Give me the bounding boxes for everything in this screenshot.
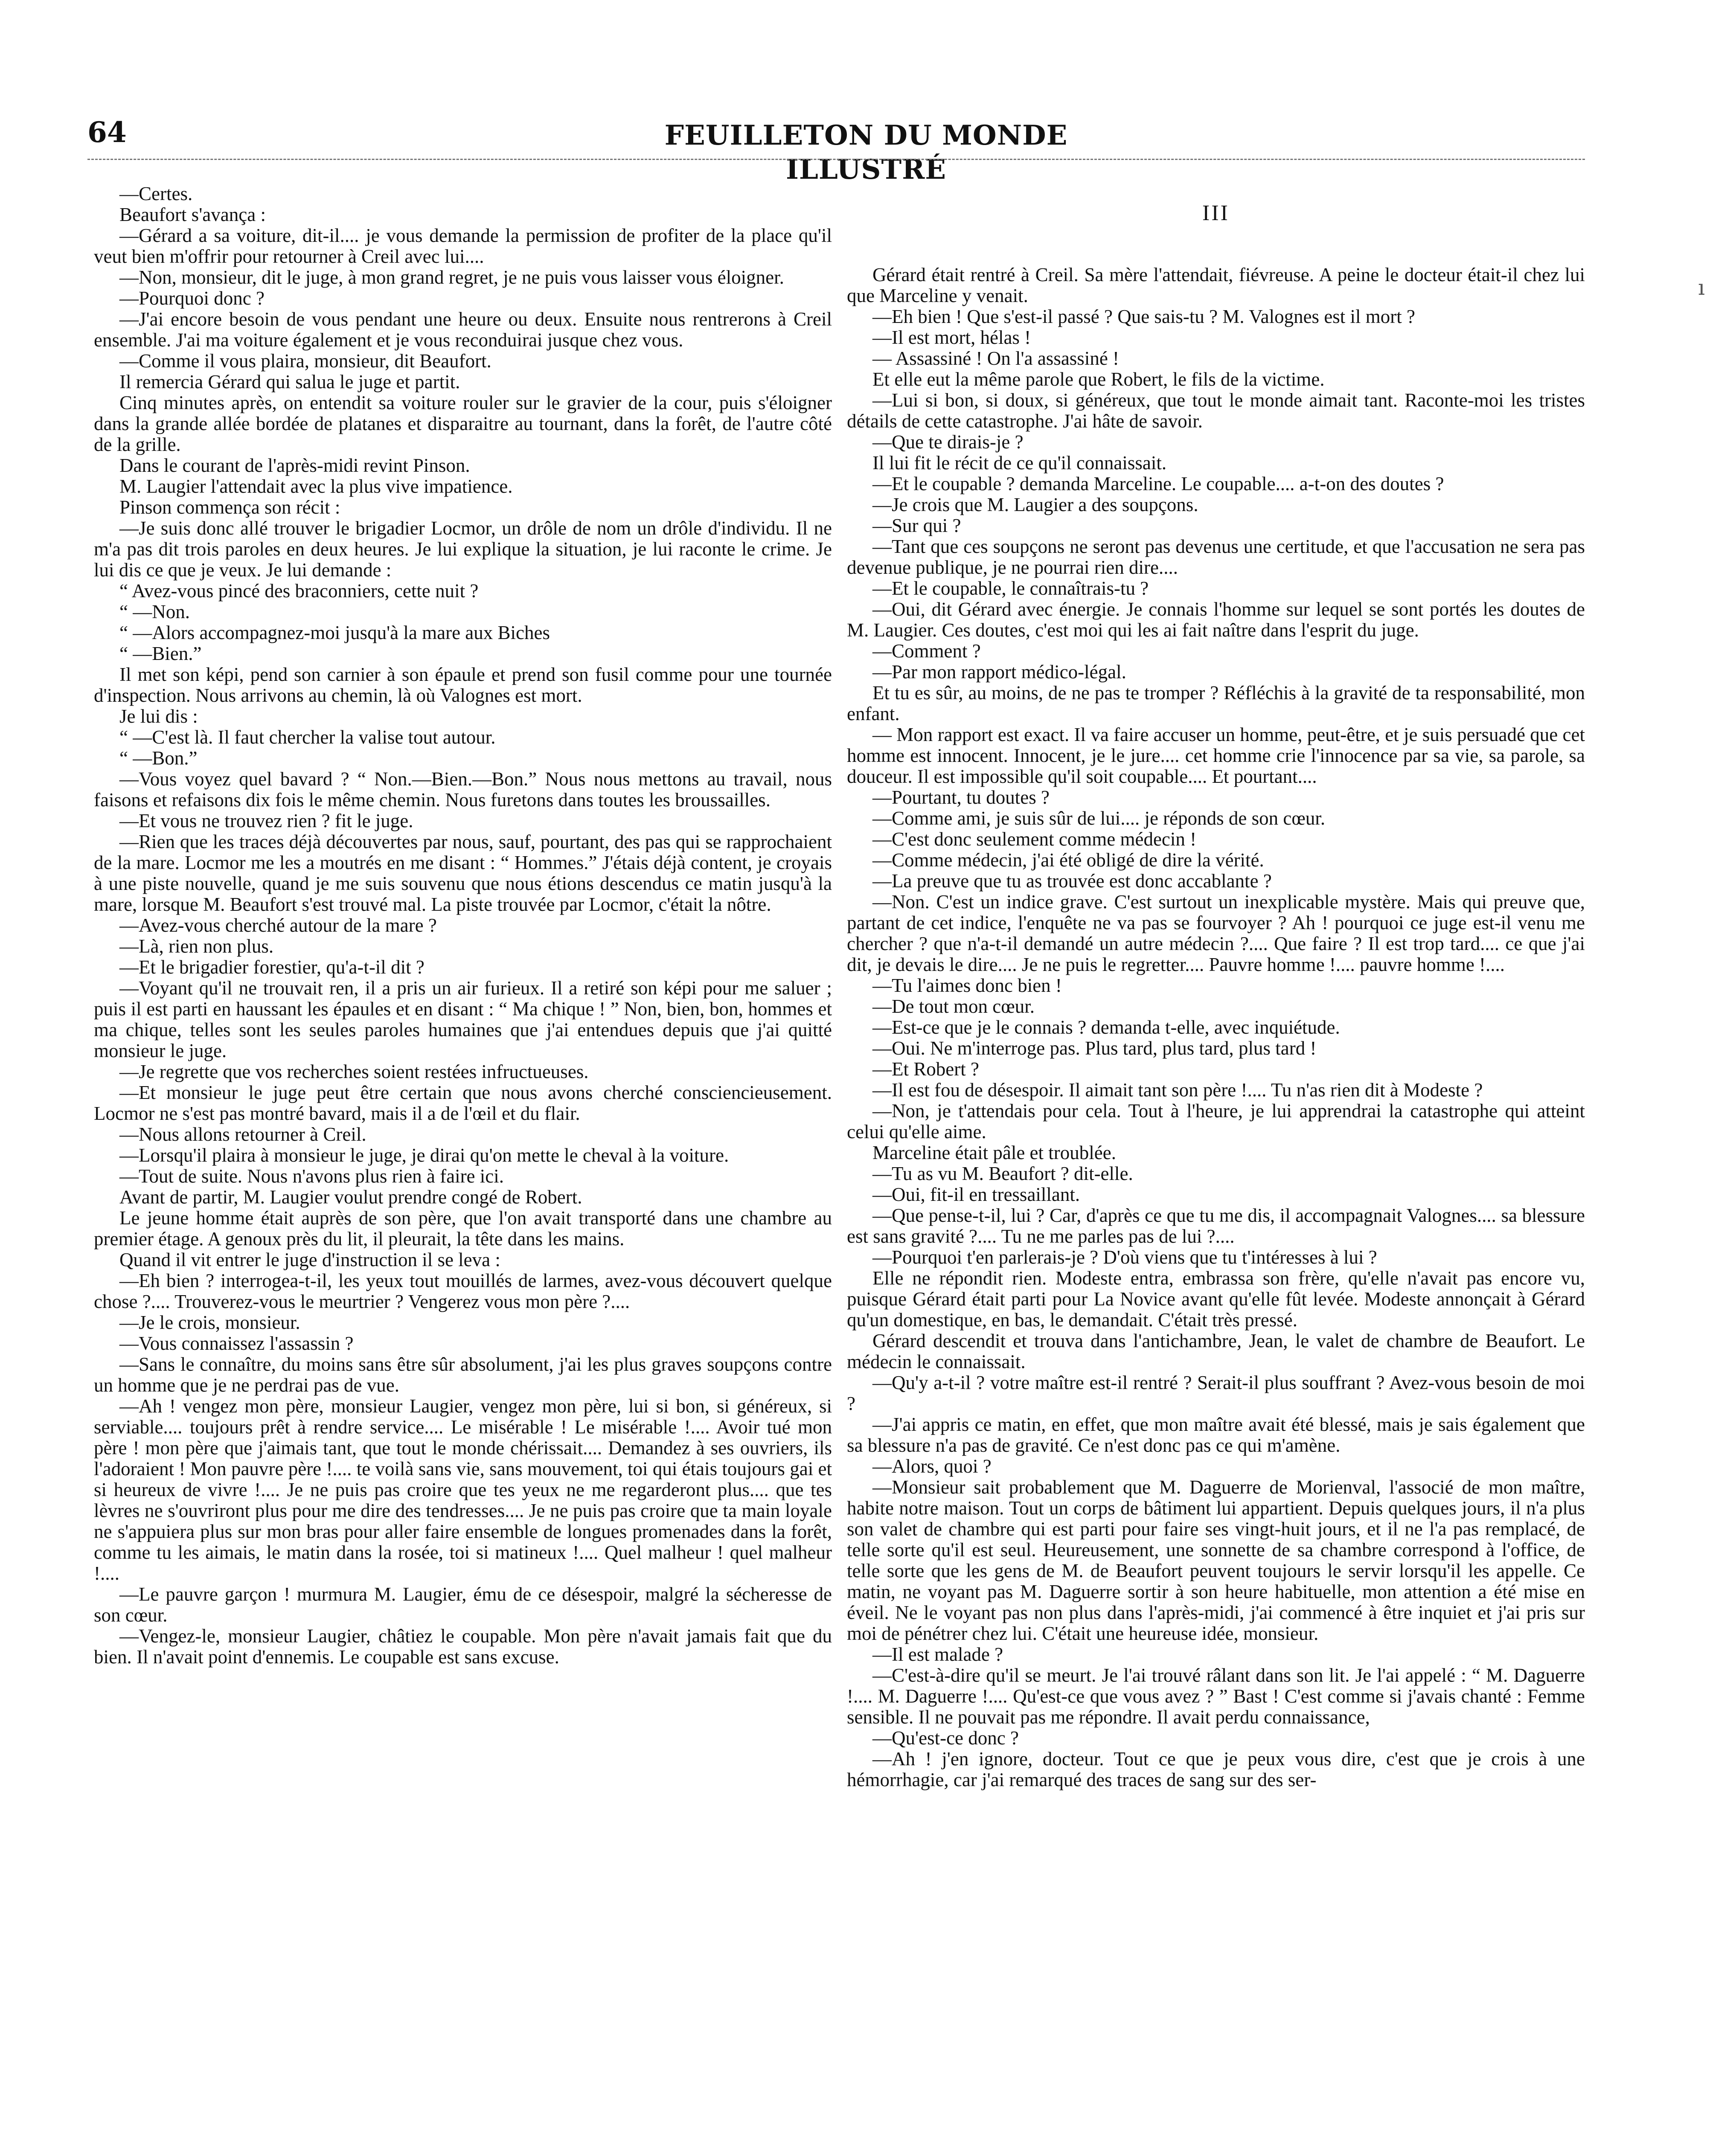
paragraph: “ —Alors accompagnez-moi jusqu'à la mare aux Biches — [119, 622, 550, 643]
paragraph: —Et le coupable ? demanda Marceline. Le coupable.... a-t-on des doutes ? — [872, 473, 1444, 494]
paragraph: —Non. C'est un indice grave. C'est surtout un inexplicable mystère. Mais qui preuve que, partant de cet indice, l'enquête ne va pas se fourvoyer ? Ah ! pourquoi ce juge est-il venu me chercher ? que n'a-t-il demandé un autre médecin ?.... Que faire ? Il est trop tard.... ce que j'ai dit, je devais le dire.... Je ne puis le regretter.... Pauvre homme !.... pauvre homme !.... — [847, 891, 1585, 975]
paragraph: — Mon rapport est exact. Il va faire accuser un homme, peut-être, et je suis persuadé que cet homme est innocent. Innocent, je le jure.... cet homme crie l'innocence par sa vie, sa parole, sa douceur. Il est impossible qu'il soit coupable.... Et pourtant.... — [847, 724, 1585, 787]
paragraph: —Lui si bon, si doux, si généreux, que tout le monde aimait tant. Raconte-moi les tristes détails de cette catastrophe. J'ai hâte de savoir. — [847, 389, 1585, 432]
paragraph: —Il est malade ? — [872, 1644, 1003, 1665]
paragraph: —Oui, fit-il en tressaillant. — [872, 1184, 1080, 1205]
paragraph: Il lui fit le récit de ce qu'il connaissait. — [872, 452, 1167, 474]
paragraph: —Je crois que M. Laugier a des soupçons. — [872, 494, 1198, 515]
margin-mark: ı — [1698, 275, 1705, 300]
paragraph: —Comment ? — [872, 640, 981, 662]
paragraph: —Que te dirais-je ? — [872, 431, 1024, 453]
paragraph: “ —Non. — [119, 601, 190, 622]
paragraph: —Par mon rapport médico-légal. — [872, 661, 1126, 683]
right-column — [847, 183, 1585, 1790]
paragraph: M. Laugier l'attendait avec la plus vive impatience. — [119, 476, 513, 497]
paragraph: —Oui, dit Gérard avec énergie. Je connais l'homme sur lequel se sont portés les doutes de M. Laugier. Ces doutes, c'est moi qui les ai fait naître dans l'esprit du juge. — [847, 599, 1585, 641]
paragraph: Quand il vit entrer le juge d'instruction il se leva : — [119, 1249, 500, 1270]
paragraph: —Non, monsieur, dit le juge, à mon grand regret, je ne puis vous laisser vous éloigner. — [119, 267, 784, 288]
paragraph: —Tout de suite. Nous n'avons plus rien à faire ici. — [119, 1165, 504, 1187]
paragraph: —Que pense-t-il, lui ? Car, d'après ce que tu me dis, il accompagnait Valognes.... sa blessure est sans gravité ?.... Tu ne me parles pas de lui ?.... — [847, 1205, 1585, 1247]
paragraph: Avant de partir, M. Laugier voulut prendre congé de Robert. — [119, 1186, 582, 1208]
paragraph: —Est-ce que je le connais ? demanda t-elle, avec inquiétude. — [872, 1017, 1340, 1038]
paragraph: —Je regrette que vos recherches soient restées infructueuses. — [119, 1061, 589, 1082]
paragraph: —Et le coupable, le connaîtrais-tu ? — [872, 578, 1149, 599]
left-column — [94, 183, 832, 1668]
right-column-body — [847, 264, 1585, 1790]
paragraph: —Et monsieur le juge peut être certain que nous avons cherché consciencieusement. Locmor ne s'est pas montré bavard, mais il a de l'œil et du flair. — [94, 1082, 832, 1124]
paragraph: —La preuve que tu as trouvée est donc accablante ? — [872, 870, 1272, 892]
paragraph: Marceline était pâle et troublée. — [872, 1142, 1116, 1163]
paragraph: Elle ne répondit rien. Modeste entra, embrassa son frère, qu'elle n'avait pas encore vu, puisque Gérard était parti pour La Novice avant qu'elle fût levée. Modeste annonçait à Gérard qu'un domestique, en bas, le demandait. C'était très pressé. — [847, 1267, 1585, 1331]
paragraph: Beaufort s'avança : — [119, 204, 266, 225]
paragraph: Dans le courant de l'après-midi revint Pinson. — [119, 455, 470, 476]
paragraph: Gérard descendit et trouva dans l'antichambre, Jean, le valet de chambre de Beaufort. Le médecin le connaissait. — [847, 1330, 1585, 1372]
paragraph: —Qu'est-ce donc ? — [872, 1727, 1019, 1749]
paragraph: Il met son képi, pend son carnier à son épaule et prend son fusil comme pour une tournée d'inspection. Nous arrivons au chemin, là où Valognes est mort. — [94, 664, 832, 706]
paragraph: —Comme ami, je suis sûr de lui.... je réponds de son cœur. — [872, 808, 1326, 829]
paragraph: —Et Robert ? — [872, 1058, 979, 1080]
paragraph: “ Avez-vous pincé des braconniers, cette nuit ? — [119, 580, 479, 602]
paragraph: Gérard était rentré à Creil. Sa mère l'attendait, fiévreuse. A peine le docteur était-il chez lui que Marceline y venait. — [847, 264, 1585, 306]
paragraph: —Il est fou de désespoir. Il aimait tant son père !.... Tu n'as rien dit à Modeste ? — [872, 1079, 1483, 1101]
paragraph: —Gérard a sa voiture, dit-il.... je vous demande la permission de profiter de la place qu'il veut bien m'offrir pour retourner à Creil avec lui.... — [94, 225, 832, 267]
paragraph: —Pourquoi t'en parlerais-je ? D'où viens que tu t'intéresses à lui ? — [872, 1247, 1377, 1268]
paragraph: Le jeune homme était auprès de son père, que l'on avait transporté dans une chambre au premier étage. A genoux près du lit, il pleurait, la tête dans les mains. — [94, 1207, 832, 1250]
paragraph: —Et vous ne trouvez rien ? fit le juge. — [119, 810, 413, 831]
paragraph: Cinq minutes après, on entendit sa voiture rouler sur le gravier de la cour, puis s'éloigner dans la grande allée bordée de platanes et disparaitre au tournant, dans la forêt, de l'autre côté de la grille. — [94, 392, 832, 455]
paragraph: —Vous voyez quel bavard ? “ Non.—Bien.—Bon.” Nous nous mettons au travail, nous faisons et refaisons dix fois le même chemin. Nous furetons dans toutes les broussailles. — [94, 768, 832, 811]
paragraph: —Sur qui ? — [872, 515, 961, 536]
paragraph: —Pourquoi donc ? — [119, 288, 265, 309]
paragraph: “ —Bien.” — [119, 643, 202, 664]
paragraph: —Je suis donc allé trouver le brigadier Locmor, un drôle de nom un drôle d'individu. Il ne m'a pas dit trois paroles en deux heures. Je lui explique la situation, je lui raconte le crime. Je lui dis ce que je veux. Je lui demande : — [94, 517, 832, 581]
paragraph: —Lorsqu'il plaira à monsieur le juge, je dirai qu'on mette le cheval à la voiture. — [119, 1145, 729, 1166]
paragraph: —Monsieur sait probablement que M. Daguerre de Morienval, l'associé de mon maître, habite notre maison. Tout un corps de bâtiment lui appartient. Depuis quelques jours, il n'a plus son valet de chambre qui est parti pour faire ses vingt-huit jours, et il ne l'a pas remplacé, de telle sorte qu'il est seul. Heureusement, une sonnette de sa chambre correspond à l'office, de telle sorte que les gens de M. de Beaufort peuvent toujours le servir lorsqu'il les appelle. Ce matin, ne voyant pas M. Daguerre sortir à son heure habituelle, mon attention a été mise en éveil. Ne le voyant pas non plus dans l'après-midi, j'ai commencé à être inquiet et j'ai pris sur moi de pénétrer chez lui. C'était une heureuse idée, monsieur. — [847, 1476, 1585, 1644]
paragraph: —Tant que ces soupçons ne seront pas devenus une certitude, et que l'accusation ne sera pas devenue publique, je ne pourrai rien dire.... — [847, 536, 1585, 578]
paragraph: —Tu l'aimes donc bien ! — [872, 975, 1062, 996]
paragraph: —Qu'y a-t-il ? votre maître est-il rentré ? Serait-il plus souffrant ? Avez-vous besoin de moi ? — [847, 1372, 1585, 1414]
paragraph: Et tu es sûr, au moins, de ne pas te tromper ? Réfléchis à la gravité de ta responsabilité, mon enfant. — [847, 682, 1585, 724]
paragraph: —Ah ! vengez mon père, monsieur Laugier, vengez mon père, lui si bon, si généreux, si serviable.... toujours prêt à rendre service.... Le misérable ! Le misérable !.... Avoir tué mon père ! mon père que j'aimais tant, que tout le monde chérissait.... Demandez à ses ouvriers, ils l'adoraient ! Mon pauvre père !.... te voilà sans vie, sans mouvement, toi qui étais toujours gai et si heureux de vivre !.... Je ne puis pas croire que tes yeux ne me regarderont plus.... que tes lèvres ne s'ouvriront plus pour me dire des tendresses.... Je ne puis pas croire que ta main loyale ne s'appuiera plus sur mon bras pour aller faire ensemble de longues promenades dans la forêt, comme tu les aimais, le matin dans la rosée, toi si matineux !.... Quel malheur ! quel malheur !.... — [94, 1395, 832, 1584]
paragraph: —Comme médecin, j'ai été obligé de dire la vérité. — [872, 849, 1264, 871]
paragraph: —Oui. Ne m'interroge pas. Plus tard, plus tard, plus tard ! — [872, 1037, 1317, 1059]
paragraph: —Tu as vu M. Beaufort ? dit-elle. — [872, 1163, 1133, 1184]
paragraph: —Sans le connaître, du moins sans être sûr absolument, j'ai les plus graves soupçons contre un homme que je ne perdrai pas de vue. — [94, 1354, 832, 1396]
paragraph: —Le pauvre garçon ! murmura M. Laugier, ému de ce désespoir, malgré la sécheresse de son cœur. — [94, 1584, 832, 1626]
paragraph: —Avez-vous cherché autour de la mare ? — [119, 915, 437, 936]
paragraph: Je lui dis : — [119, 706, 198, 727]
header-rule — [87, 159, 1585, 160]
paragraph: —Ah ! j'en ignore, docteur. Tout ce que je peux vous dire, c'est que je crois à une hémorrhagie, car j'ai remarqué des traces de sang sur des ser- — [847, 1748, 1585, 1790]
paragraph: —Là, rien non plus. — [119, 936, 274, 957]
paragraph: —Certes. — [119, 183, 193, 204]
page-title: FEUILLETON DU MONDE ILLUSTRÉ — [664, 119, 1068, 186]
paragraph: Il remercia Gérard qui salua le juge et partit. — [119, 371, 460, 392]
paragraph: —J'ai encore besoin de vous pendant une heure ou deux. Ensuite nous rentrerons à Creil ensemble. J'ai ma voiture également et je vous reconduirai jusque chez vous. — [94, 308, 832, 351]
paragraph: —C'est donc seulement comme médecin ! — [872, 828, 1197, 850]
paragraph: —Comme il vous plaira, monsieur, dit Beaufort. — [119, 350, 491, 372]
paragraph: —Rien que les traces déjà découvertes par nous, sauf, pourtant, des pas qui se rapprochaient de la mare. Locmor me les a moutrés en me disant : “ Hommes.” J'étais déjà content, je croyais à une piste nouvelle, quand je me suis souvenu que nous étions descendus ce matin jusqu'à la mare, lorsque M. Beaufort s'est trouvé mal. La piste trouvée par Locmor, c'était la nôtre. — [94, 831, 832, 915]
section-title: III — [1202, 201, 1230, 225]
paragraph: —De tout mon cœur. — [872, 996, 1035, 1017]
paragraph: —Alors, quoi ? — [872, 1456, 992, 1477]
paragraph: “ —Bon.” — [119, 747, 198, 769]
paragraph: —Nous allons retourner à Creil. — [119, 1124, 366, 1145]
paragraph: —Il est mort, hélas ! — [872, 327, 1031, 348]
paragraph: — Assassiné ! On l'a assassiné ! — [872, 348, 1120, 369]
paragraph: —C'est-à-dire qu'il se meurt. Je l'ai trouvé râlant dans son lit. Je l'ai appelé : “ M. Daguerre !.... M. Daguerre !.... Qu'est-ce que vous avez ? ” Bast ! C'est comme si j'avais chanté : Femme sensible. Il ne pouvait pas me répondre. Il avait perdu connaissance, — [847, 1665, 1585, 1728]
paragraph: —J'ai appris ce matin, en effet, que mon maître avait été blessé, mais je sais également que sa blessure n'a pas de gravité. Ce n'est donc pas ce qui m'amène. — [847, 1414, 1585, 1456]
paragraph: —Eh bien ? interrogea-t-il, les yeux tout mouillés de larmes, avez-vous découvert quelque chose ?.... Trouverez-vous le meurtrier ? Vengerez vous mon père ?.... — [94, 1270, 832, 1312]
paragraph: —Voyant qu'il ne trouvait ren, il a pris un air furieux. Il a retiré son képi pour me saluer ; puis il est parti en haussant les épaules et en disant : “ Ma chique ! ” Non, bien, bon, hommes et ma chique, telles sont les seules paroles humaines que j'ai entendues depuis que j'ai quitté monsieur le juge. — [94, 977, 832, 1061]
paragraph: —Je le crois, monsieur. — [119, 1312, 300, 1333]
paragraph: Et elle eut la même parole que Robert, le fils de la victime. — [872, 369, 1325, 390]
paragraph: “ —C'est là. Il faut chercher la valise tout autour. — [119, 726, 496, 748]
page-number: 64 — [87, 116, 127, 149]
paragraph: —Vengez-le, monsieur Laugier, châtiez le coupable. Mon père n'avait jamais fait que du bien. Il n'avait point d'ennemis. Le coupable est sans excuse. — [94, 1625, 832, 1668]
paragraph: Pinson commença son récit : — [119, 497, 340, 518]
paragraph: —Pourtant, tu doutes ? — [872, 787, 1050, 808]
paragraph: —Eh bien ! Que s'est-il passé ? Que sais-tu ? M. Valognes est il mort ? — [872, 306, 1416, 327]
paragraph: —Vous connaissez l'assassin ? — [119, 1333, 354, 1354]
paragraph: —Et le brigadier forestier, qu'a-t-il dit ? — [119, 956, 425, 978]
paragraph: —Non, je t'attendais pour cela. Tout à l'heure, je lui apprendrai la catastrophe qui atteint celui qu'elle aime. — [847, 1100, 1585, 1142]
